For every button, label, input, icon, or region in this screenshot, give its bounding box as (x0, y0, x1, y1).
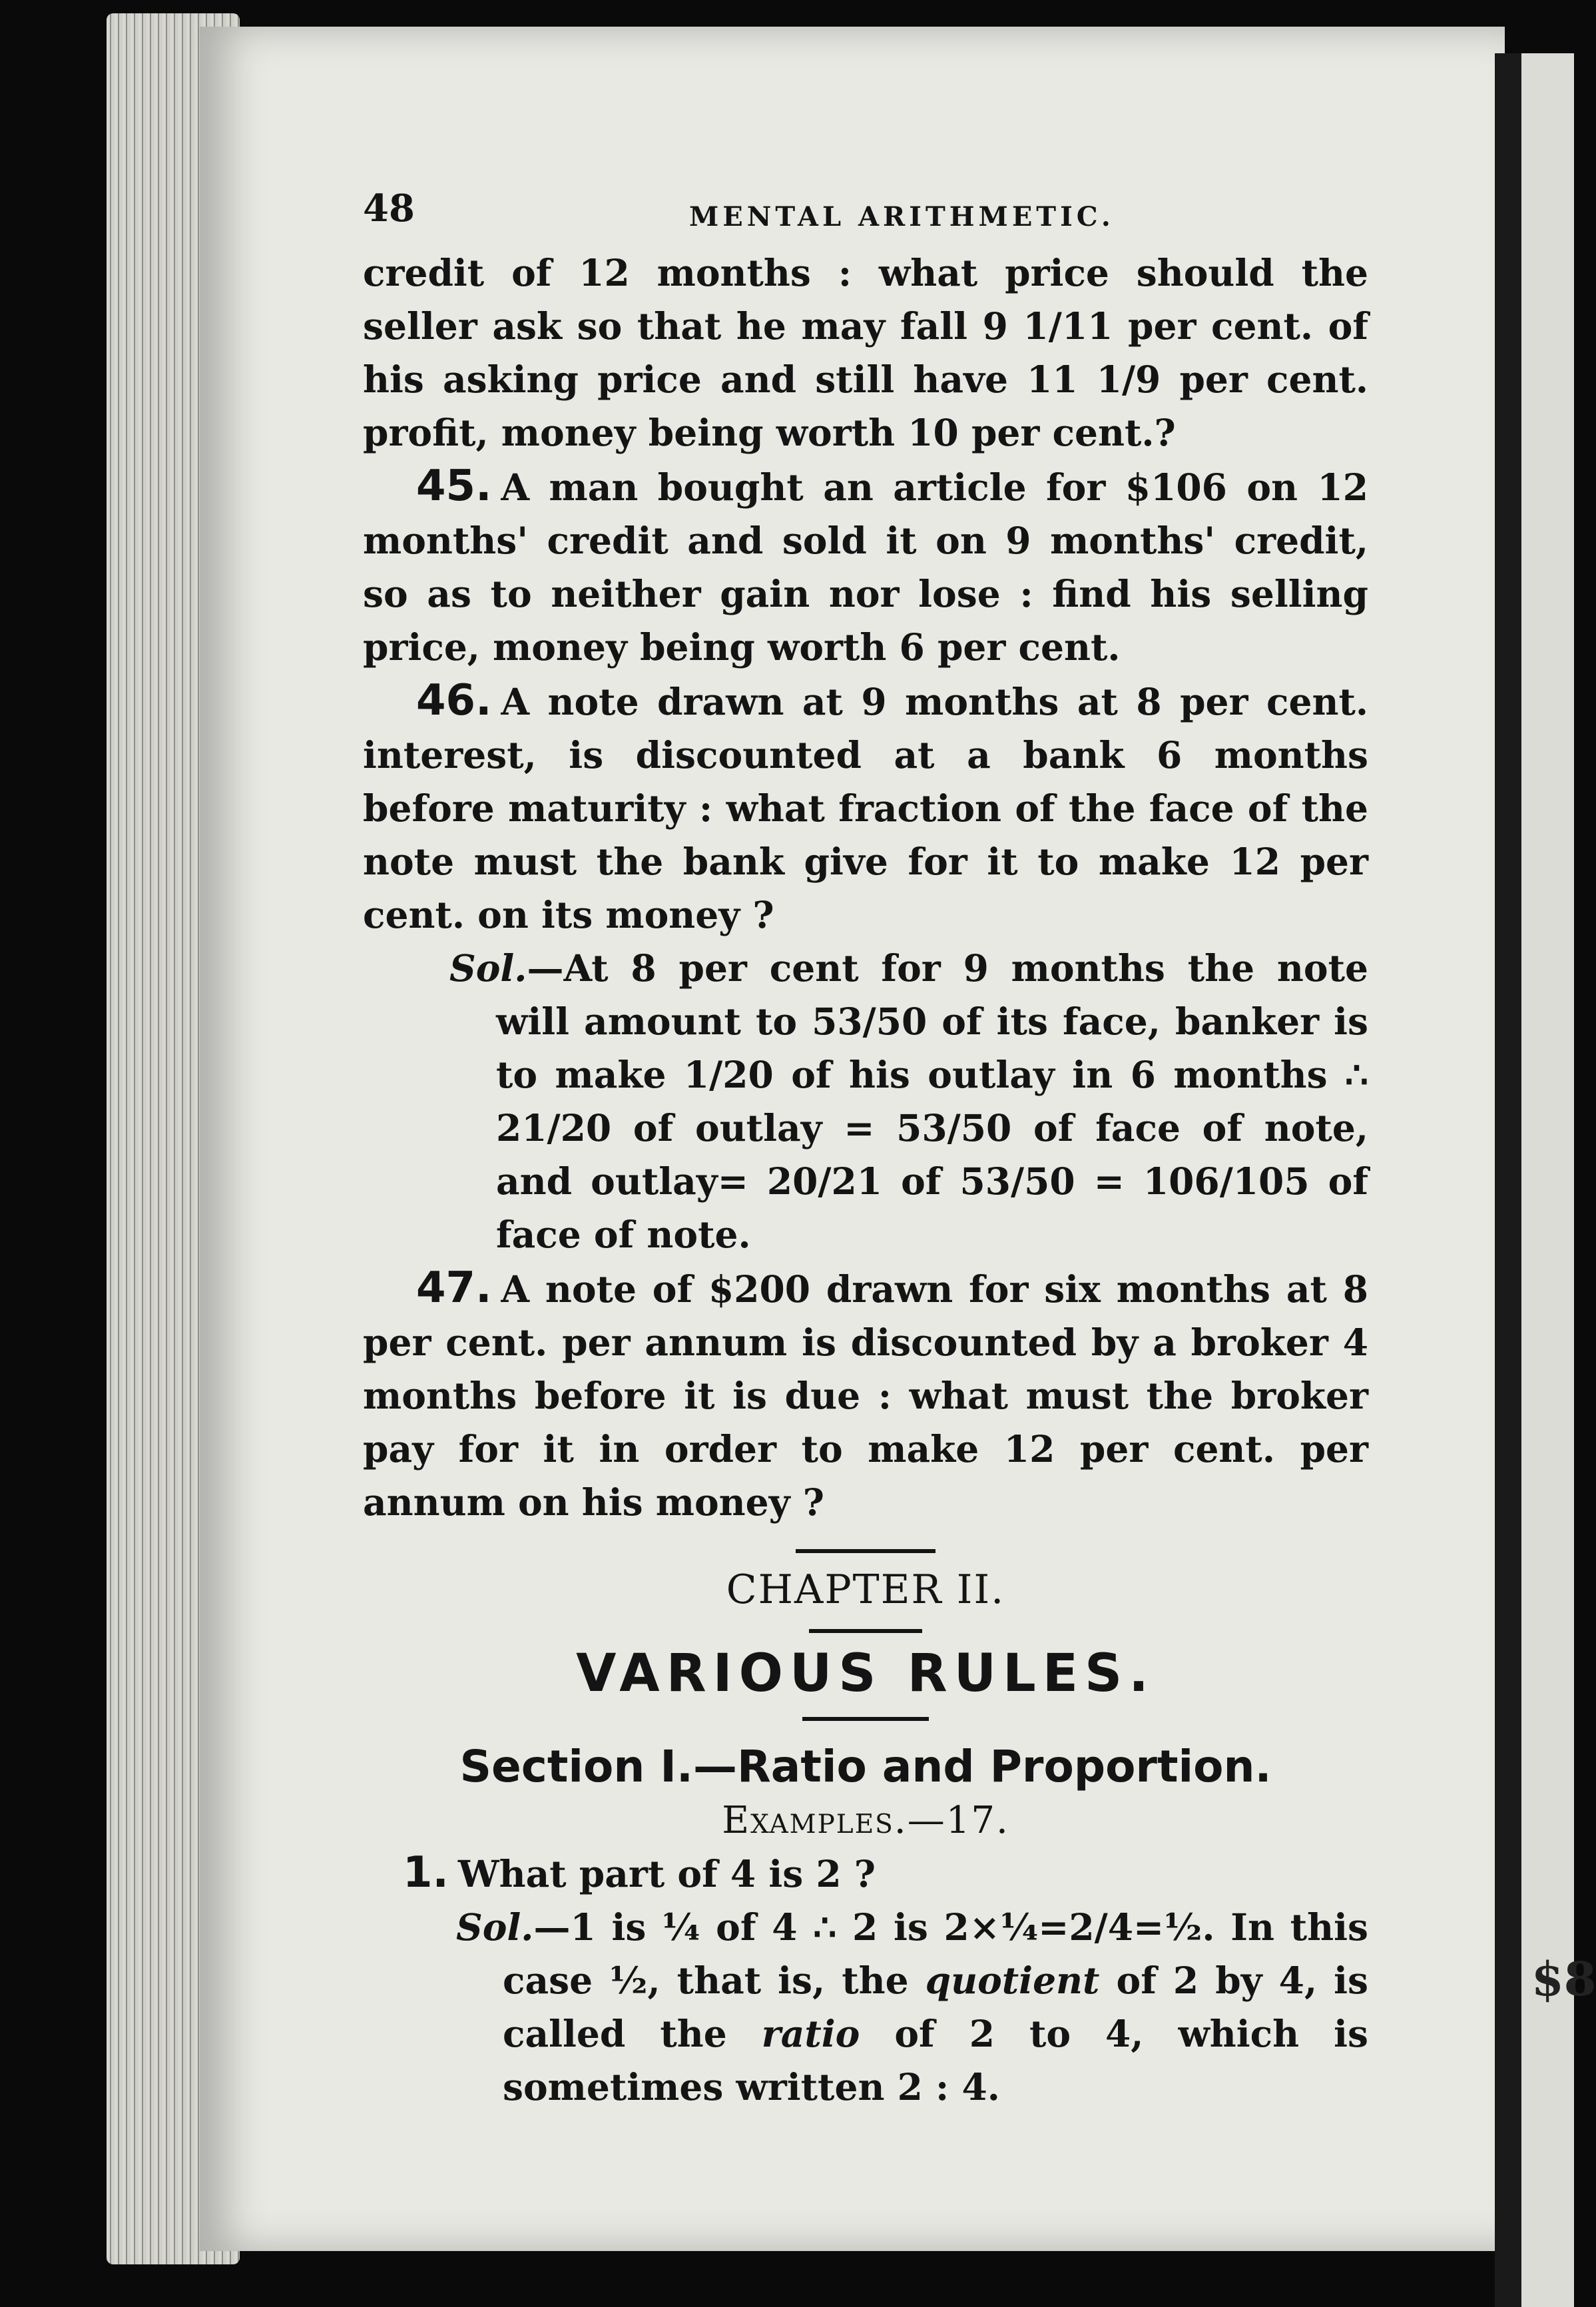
problem-47 (363, 1261, 1368, 1529)
problem-text: A note of $200 drawn for six months at 8 per cent. per annum is discounted by a broker 4 months before it is due : what must the broker pay for it in order to make 12 per cent. per annum on his money ? (363, 1267, 1368, 1524)
solution-text-a: —1 is ¼ of 4 ∴ 2 is 2×¼=2/4=½. In this case ½, that is, the (503, 1905, 1368, 2002)
solution-text-c: of 2 to 4, which is sometimes written 2 : 4. (503, 2012, 1369, 2109)
section-heading: Section I.—Ratio and Proportion. (459, 1741, 1272, 1792)
header-title: MENTAL ARITHMETIC. (689, 201, 1115, 232)
problem-text: A man bought an article for $106 on 12 months' credit and sold it on 9 months' credit, so as to neither gain nor lose : find his selling price, money being worth 6 per cent. (363, 466, 1368, 669)
chapter-heading: CHAPTER II. (726, 1566, 1005, 1613)
solution-label: Sol. (456, 1905, 534, 1949)
divider-rule (796, 1549, 935, 1553)
example-1-question (403, 1846, 1368, 1901)
example-question: What part of 4 is 2 ? (457, 1852, 876, 1895)
examples-heading: Examples.—17. (722, 1799, 1009, 1842)
gutter (1495, 53, 1521, 2307)
ratio-word: ratio (761, 2012, 860, 2055)
continuation-text: credit of 12 months : what price should the seller ask so that he may fall 9 1/11 per cent. of his asking price and still have 11 1/9 per cent. profit, money being worth 10 per cent.? (363, 251, 1368, 454)
facing-page-fragment: $8 (1531, 1951, 1596, 2007)
problem-text: A note drawn at 9 months at 8 per cent. interest, is discounted at a bank 6 months before maturity : what fraction of the face of the note must the bank give for it to make 12 per cent. on its money ? (363, 680, 1368, 936)
section-title: VARIOUS RULES. (576, 1644, 1155, 1704)
example-number: 1. (403, 1848, 449, 1897)
solution-text-b: of 2 by 4, is called the (503, 1959, 1368, 2055)
solution-label: Sol. (449, 946, 527, 990)
solution-text: —At 8 per cent for 9 months the note will amount to 53/50 of its face, banker is to make 1/20 of his outlay in 6 months ∴ 21/20 of outlay = 53/50 of face of note, and outlay= 20/21 of 53/50 = 106/105 of face of note. (496, 946, 1368, 1256)
divider-rule (809, 1629, 922, 1633)
page-number: 48 (363, 186, 415, 230)
running-head (363, 186, 1368, 246)
example-1-solution (456, 1901, 1369, 2114)
quotient-word: quotient (925, 1959, 1100, 2002)
problem-number: 45. (416, 462, 492, 511)
problem-number: 46. (416, 676, 492, 725)
problem-number: 47. (416, 1263, 492, 1313)
problem-46 (363, 674, 1368, 942)
problem-45 (363, 460, 1368, 674)
solution-46 (449, 942, 1368, 1261)
page-content (363, 186, 1368, 2114)
divider-rule (802, 1717, 929, 1721)
